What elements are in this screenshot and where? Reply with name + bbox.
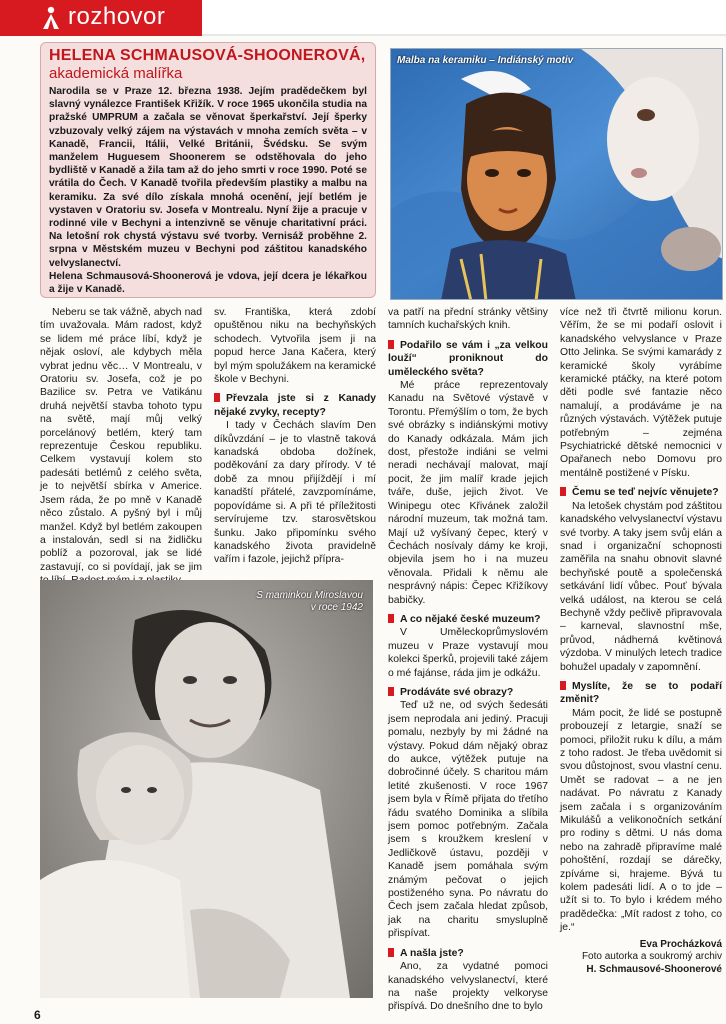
question-heading: A našla jste? (388, 947, 548, 960)
paragraph: Mám pocit, že lidé se postupně probouzejí z letargie, snaží se pomoci, přiložit ruku k dílu, a mám z toho radost. Je třeba uvědomit si svou důstojnost, svou vlastní cenu. Umět se radovat – a ne jen nadávat. Po návratu z Kanady jsem začala i s organizováním Mikulášů a velikonočních setkání pro rodiny s dětmi. U nás doma nebo na zahradě připravíme malé pohoštění, rozdají se dárečky, zpíváme si, hrajeme. Bývá tu kolem padesáti lidí. A o to jde – užít si to. To bylo i krédem mého pradědečka: „Mít radost z toho, co je.“ (560, 707, 722, 934)
question-heading: Podařilo se vám i „za velkou louží“ proniknout do uměleckého světa? (388, 339, 548, 378)
photo-credit-owner: H. Schmausové-Shoonerové (586, 963, 722, 975)
bullet-square-icon (388, 687, 394, 696)
paragraph: Teď už ne, od svých šedesáti jsem neprodala ani jediný. Pracuji pomalu, nezbyly by mi žádné na výstavy. Pokud dám nějaký obraz do aukce, výtěžek putuje na dobročinné účely. S charitou mám letité zkušenosti. V roce 1967 jsem byla v Římě přijata do třetího řádu svatého Dominika a slíbila jsem pomoc potřebným. Začala jsem s kroužkem kreslení v Jedličkově ústavu, později v Kanadě jsem pomáhala svým známým pečovat o jejich postiženého syna. Po návratu do Čech jsem začala hledat způsob, jak na charitu smysluplně přispívat. (388, 700, 548, 940)
photo-caption: S maminkou Miroslavou v roce 1942 (256, 590, 363, 613)
paragraph: více než tři čtvrtě milionu korun. Věřím, že se mi podaří oslovit i kanadského velvyslance v Praze Otto Jelinka. Se svými kamarády z keramické školy vyrábíme keramické ptáčky, na které potom děti podle své fantazie něco namalují, a prodáváme je na různých výstavách. Výtěžek putuje potřebným – zejména Psychiatrické dětské nemocnici v Opařanech nebo Domovu pro mentálně postižené v Písku. (560, 307, 722, 479)
bullet-square-icon (388, 948, 394, 957)
bio-text-2: Helena Schmausová-Shoonerová je vdova, její dcera je lékařkou a žije v Kanadě. (49, 270, 367, 296)
paragraph: Ano, za vydatné pomoci kanadského velvyslanectví, které na naše projekty velkoryse přispívá. Do dnešního dne to bylo (388, 961, 548, 1013)
page-number: 6 (34, 1008, 41, 1022)
question-heading: Prodáváte své obrazy? (388, 686, 548, 699)
section-title: rozhovor (68, 3, 166, 30)
paragraph: sv. Františka, která zdobí opuštěnou niku na bechyňských schodech. Vytvořila jsem ji na popud herce Jana Kačera, který byl mým spolužákem na keramické škole v Bechyni. (214, 307, 376, 386)
bio-box (40, 42, 376, 298)
question-heading: Převzala jste si z Kanady nějaké zvyky, recepty? (214, 393, 376, 418)
question-heading: Čemu se teď nejvíc věnujete? (560, 486, 722, 499)
question-heading: A co nějaké české muzeum? (388, 613, 548, 626)
question-heading: Myslíte, že se to podaří změnit? (560, 680, 722, 706)
article-column-2 (214, 306, 376, 567)
bio-text: Narodila se v Praze 12. března 1938. Jejím pradědečkem byl slavný vynálezce František Křižík. V roce 1965 ukončila studia na pražské UMPRUM a začala se věnovat šperkařství. Její šperky vzbuzovaly velký zájem na výstavách v mnoha zemích světa – v Kanadě, Francii, Itálii, Velké Británii, Švédsku. Se svým manželem Huguesem Shoonerem se odstěhovala do jeho bydliště v Kanadě a žila tam až do jeho smrti v roce 1990. Poté se vrátila do Čech. V Kanadě tvořila především plastiky a malbu na keramiku. Za své dílo získala mnohá ocenění, její betlém je vystaven v Oratoriu sv. Josefa v Montrealu. Nyní žije a pracuje v rodinné vile v Bechyni a intenzivně se věnuje charitativní práci. Na letošní rok chystá výstavu své tvorby. Vernisáž proběhne 2. srpna v Městském muzeu v Bechyni pod záštitou kanadského velvyslanectví. (49, 86, 367, 269)
paragraph: Na letošek chystám pod záštitou kanadského velvyslanectví výstavu své tvorby. A taky jsem svůj elán a snad i organizační schopnosti zaměřila na snahu obnovit slavné bechyňské poutě a společenská setkávání lidí vůbec. Pouť bývala velká událost, na kterou se celá Bechyně vždy pečlivě připravovala – karneval, slavnostní mše, průvod, nádherná květinová výzdoba. V minulých letech tradice bohužel upadaly v zapomnění. (560, 500, 722, 673)
bullet-square-icon (560, 487, 566, 496)
photo-credit: Foto autorka a soukromý archiv (581, 951, 722, 963)
painting-caption: Malba na keramiku – Indiánský motiv (397, 55, 574, 66)
photo-illustration (40, 580, 373, 998)
paragraph: Mé práce reprezentovaly Kanadu na Světové výstavě v Torontu. Přemýšlím o tom, že bych své obrázky s indiánskými motivy do Kanady odkázala. Mám jich dost, přestože indiáni se velmi neradi nechávají malovat, mají pocit, že jim malíř krade jejich tváře, duše, jejich život. Ve Winipegu otec Křivánek založil národní muzeum, tak možná tam. Mají už vyšívaný čepec, který v Čechách nosívaly dámy ke kroji, objevila jsem ho i na muzeu věnovala. Přidali k němu ale nesprávný nápis: Čepec Křižíkovy babičky. (388, 380, 548, 606)
section-tab (0, 0, 202, 36)
bio-title: akademická malířka (49, 65, 183, 82)
painting-image (390, 48, 723, 300)
bullet-square-icon (388, 340, 394, 349)
logo-icon (38, 5, 64, 31)
paragraph: I tady v Čechách slavím Den díkůvzdání – je to vlastně taková kanadská obdoba dožínek, poděkování za dary přírody. V té době za mnou přijíždějí i mí kanadští přátelé, zavzpomínáme, popovídáme si. A při té příležitosti servírujeme tzv. starosvětskou šunku. Jako připomínku svého kanadského života pravidelně vařím i fazole, jejichž přípra- (214, 420, 376, 566)
paragraph: va patří na přední stránky většiny tamních kuchařských knih. (388, 307, 548, 332)
article-credits (560, 939, 722, 977)
article-column-4 (560, 306, 722, 976)
article-column-3 (388, 306, 548, 1014)
paragraph: Neberu se tak vážně, abych nad tím uvažovala. Mám radost, když se lidem mé práce líbí, když je nějak osloví, ale kdybych měla vybrat jednu věc… V Montrealu, v Oratoriu sv. Josefa, což je po Bazilice sv. Petra ve Vatikánu druhá největší stavba tohoto typu na světě, mají můj velký porcelánový betlém, který tam reprezentuje Českou republiku. Celkem vystavují kolem sto padesáti betlémů z celého světa, je to největší sbírka v Americe. Jsem ráda, že po mně v Kanadě něco zůstalo. A pyšný byl i můj manžel. Když byl betlém zakoupen a instalován, sedl si na židličku poblíž a pozoroval, jak se lidé zastavují, co si povídají, jak se jim (40, 307, 202, 573)
section-header (0, 0, 726, 36)
bullet-square-icon (388, 614, 394, 623)
bullet-square-icon (214, 393, 220, 402)
bio-name: HELENA SCHMAUSOVÁ-SHOONEROVÁ, (49, 47, 366, 64)
author-name: Eva Procházková (639, 938, 722, 950)
paragraph: V Uměleckoprůmyslovém muzeu v Praze vystavují mou kolekci šperků, projevili také zájem o mé fajánse, ráda jim je odkážu. (388, 627, 548, 679)
painting-illustration (391, 49, 723, 300)
bullet-square-icon (560, 681, 566, 690)
family-photo (40, 580, 373, 998)
article-column-1 (40, 306, 202, 588)
